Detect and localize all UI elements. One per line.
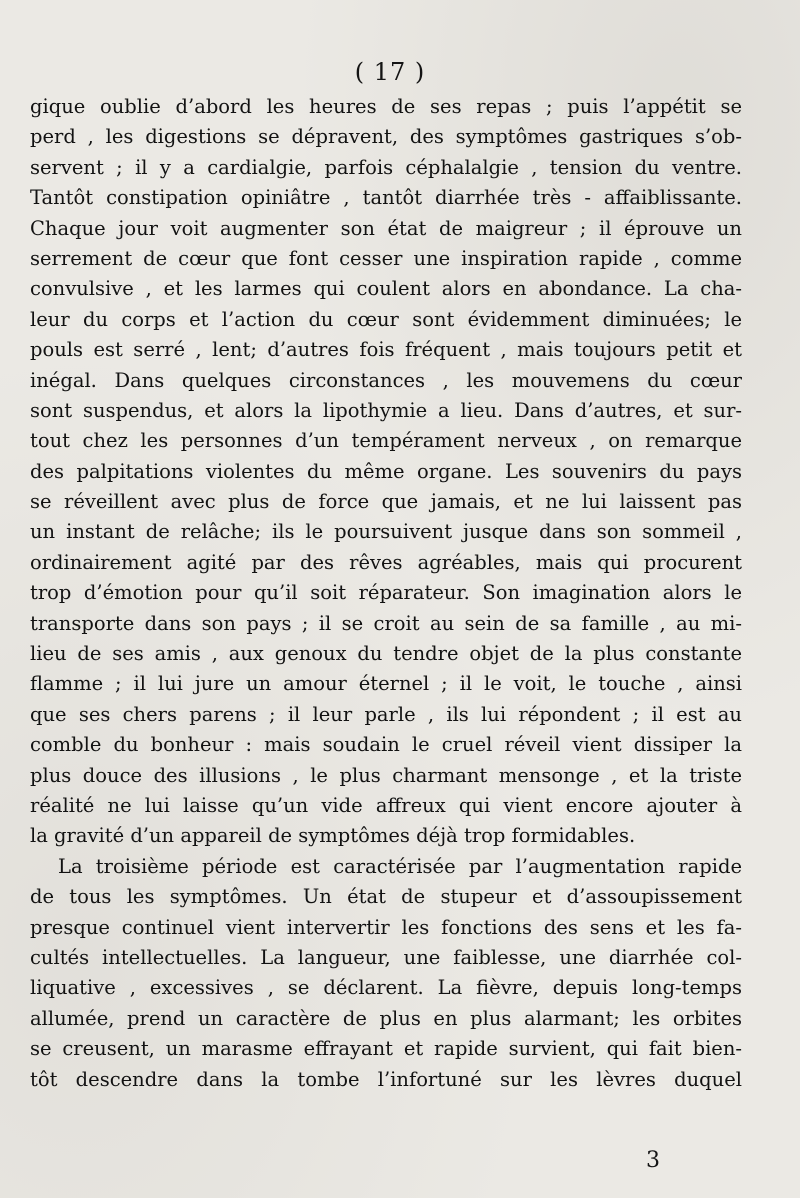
- text-line: tôt descendre dans la tombe l’infortuné sur les lèvres duquel: [30, 1067, 742, 1091]
- text-line: que ses chers parens ; il leur parle , ils lui répondent ; il est au: [30, 702, 742, 726]
- text-line: perd , les digestions se dépravent, des symptômes gastriques s’ob-: [30, 125, 742, 149]
- text-line: flamme ; il lui jure un amour éternel ; il le voit, le touche , ainsi: [30, 672, 742, 696]
- text-line: Chaque jour voit augmenter son état de maigreur ; il éprouve un: [30, 216, 742, 240]
- text-line: serrement de cœur que font cesser une inspiration rapide , comme: [30, 246, 742, 270]
- text-line: cultés intellectuelles. La langueur, une faiblesse, une diarrhée col-: [30, 945, 742, 969]
- text-line: comble du bonheur : mais soudain le cruel réveil vient dissiper la: [30, 733, 742, 757]
- text-line: transporte dans son pays ; il se croit au sein de sa famille , au mi-: [30, 611, 742, 635]
- signature-mark: 3: [646, 1148, 660, 1173]
- text-line: se réveillent avec plus de force que jamais, et ne lui laissent pas: [30, 490, 742, 514]
- text-line: servent ; il y a cardialgie, parfois céphalalgie , tension du ventre.: [30, 155, 742, 179]
- text-line: lieu de ses amis , aux genoux du tendre objet de la plus constante: [30, 642, 742, 666]
- page-number: ( 17 ): [354, 58, 426, 86]
- text-line: un instant de relâche; ils le poursuivent jusque dans son sommeil ,: [30, 520, 742, 544]
- body-text: [30, 92, 742, 1095]
- text-line: pouls est serré , lent; d’autres fois fréquent , mais toujours petit et: [30, 338, 742, 362]
- text-line: tout chez les personnes d’un tempérament nerveux , on remarque: [30, 429, 742, 453]
- text-line: convulsive , et les larmes qui coulent alors en abondance. La cha-: [30, 277, 742, 301]
- text-line: Tantôt constipation opiniâtre , tantôt diarrhée très - affaiblissante.: [30, 186, 742, 210]
- text-line: sont suspendus, et alors la lipothymie a lieu. Dans d’autres, et sur-: [30, 398, 742, 422]
- text-line: réalité ne lui laisse qu’un vide affreux qui vient encore ajouter à: [30, 793, 742, 817]
- text-line: liquative , excessives , se déclarent. La fièvre, depuis long-temps: [30, 976, 742, 1000]
- text-line: gique oublie d’abord les heures de ses repas ; puis l’appétit se: [30, 95, 742, 118]
- text-line: la gravité d’un appareil de symptômes déjà trop formidables.: [30, 824, 636, 848]
- text-line: allumée, prend un caractère de plus en plus alarmant; les orbites: [30, 1006, 742, 1030]
- text-line: de tous les symptômes. Un état de stupeur et d’assoupissement: [30, 885, 742, 909]
- text-line: leur du corps et l’action du cœur sont évidemment diminuées; le: [30, 307, 742, 331]
- text-line: presque continuel vient intervertir les fonctions des sens et les fa-: [30, 915, 742, 939]
- text-line: ordinairement agité par des rêves agréables, mais qui procurent: [30, 550, 742, 574]
- text-line: plus douce des illusions , le plus charmant mensonge , et la triste: [30, 763, 742, 787]
- text-line: des palpitations violentes du même organe. Les souvenirs du pays: [30, 459, 742, 483]
- text-line: La troisième période est caractérisée par l’augmentation rapide: [58, 854, 742, 878]
- text-line: inégal. Dans quelques circonstances , les mouvemens du cœur: [30, 368, 742, 392]
- text-line: trop d’émotion pour qu’il soit réparateur. Son imagination alors le: [30, 581, 742, 605]
- text-line: se creusent, un marasme effrayant et rapide survient, qui fait bien-: [30, 1037, 742, 1061]
